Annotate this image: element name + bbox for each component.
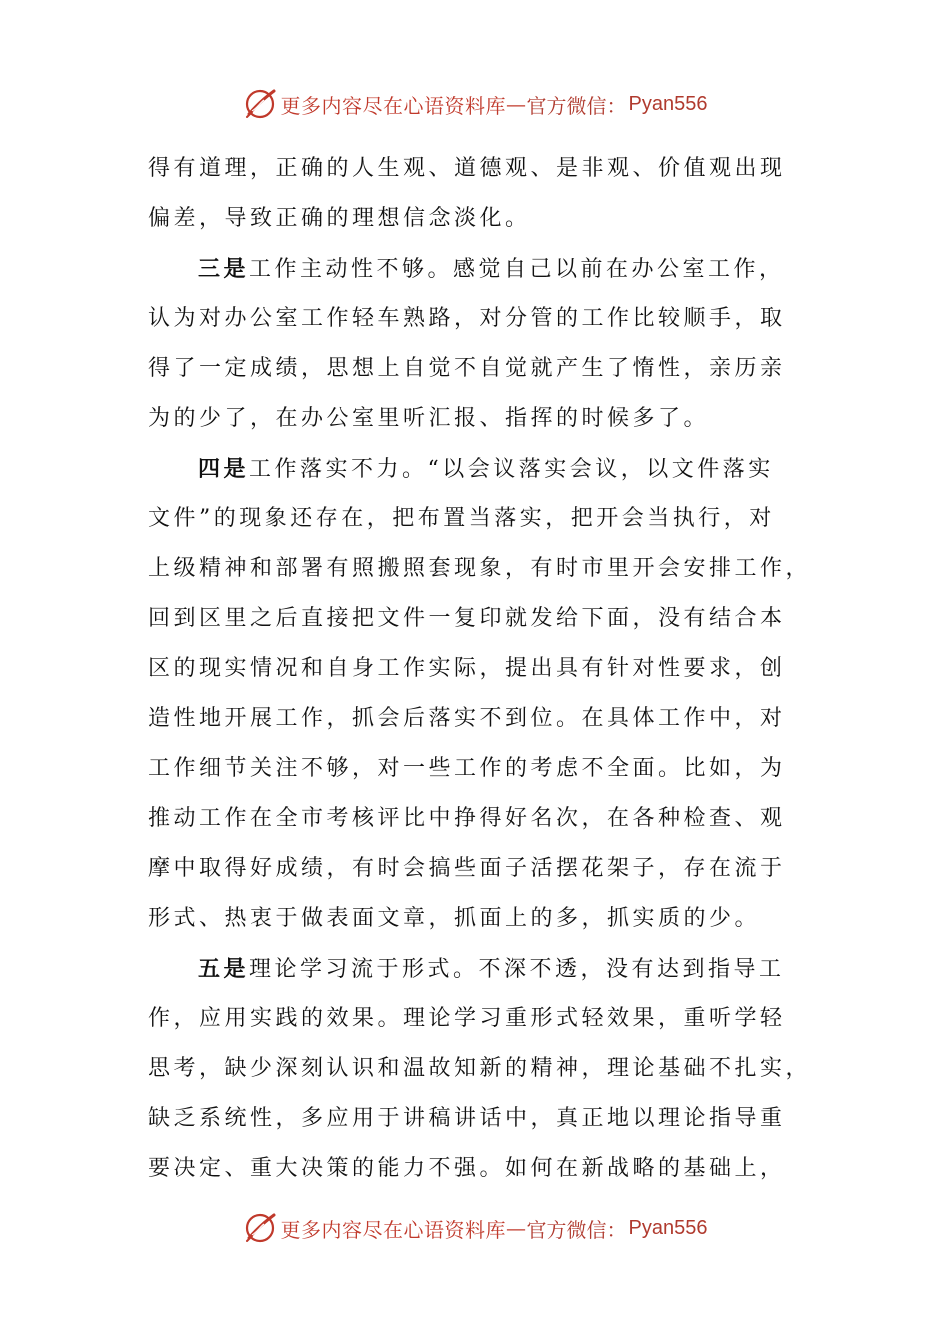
text-line: 思考，缺少深刻认识和温故知新的精神，理论基础不扎实， [148,1056,812,1081]
paragraph-lead: 四是 [198,456,250,482]
banner-wechat-id: Pyan556 [628,1216,708,1239]
paragraph-lead: 五是 [198,956,250,982]
document-body [148,144,812,1194]
text-line: 要决定、重大决策的能力不强。如何在新战略的基础上， [148,1156,786,1181]
text-line: 偏差，导致正确的理想信念淡化。 [148,206,531,231]
text-line: 工作落实不力。“以会议落实会议，以文件落实 [249,457,774,482]
paragraph-line [148,944,798,994]
text-line: 作，应用实践的效果。理论学习重形式轻效果，重听学轻 [148,1006,786,1031]
pen-logo-icon [243,87,277,121]
text-line: 工作细节关注不够，对一些工作的考虑不全面。比如，为 [148,756,786,781]
text-line: 得有道理，正确的人生观、道德观、是非观、价值观出现 [148,156,786,181]
banner-wechat-label: 官方微信： [526,93,627,118]
banner-text: 更多内容尽在心语资料库 [280,93,507,118]
banner-wechat-id: Pyan556 [628,92,708,115]
text-line: 区的现实情况和自身工作实际，提出具有针对性要求，创 [148,656,786,681]
text-line: 工作主动性不够。感觉自己以前在办公室工作， [249,257,785,282]
text-line: 摩中取得好成绩，有时会搞些面子活摆花架子，存在流于 [148,856,786,881]
paragraph-line [148,444,798,494]
footer-banner [0,1208,950,1248]
paragraph-line [148,244,798,294]
header-banner [0,84,950,124]
text-line: 造性地开展工作，抓会后落实不到位。在具体工作中，对 [148,706,786,731]
text-line: 理论学习流于形式。不深不透，没有达到指导工 [249,957,785,982]
text-line: 形式、热衷于做表面文章，抓面上的多，抓实质的少。 [148,906,761,931]
banner-wechat-label: 官方微信： [526,1217,627,1242]
banner-text: 更多内容尽在心语资料库 [280,1217,507,1242]
text-line: 上级精神和部署有照搬照套现象，有时市里开会安排工作， [148,556,812,581]
paragraph-lead: 三是 [198,256,250,282]
banner-dash: — [506,92,527,116]
text-line: 为的少了，在办公室里听汇报、指挥的时候多了。 [148,406,710,431]
text-line: 回到区里之后直接把文件一复印就发给下面，没有结合本 [148,606,786,631]
banner-dash: — [506,1216,527,1240]
text-line: 缺乏系统性，多应用于讲稿讲话中，真正地以理论指导重 [148,1106,786,1131]
text-line: 推动工作在全市考核评比中挣得好名次，在各种检查、观 [148,806,786,831]
text-line: 文件”的现象还存在，把布置当落实，把开会当执行，对 [148,506,775,531]
text-line: 得了一定成绩，思想上自觉不自觉就产生了惰性，亲历亲 [148,356,786,381]
pen-logo-icon [243,1211,277,1245]
text-line: 认为对办公室工作轻车熟路，对分管的工作比较顺手，取 [148,306,786,331]
